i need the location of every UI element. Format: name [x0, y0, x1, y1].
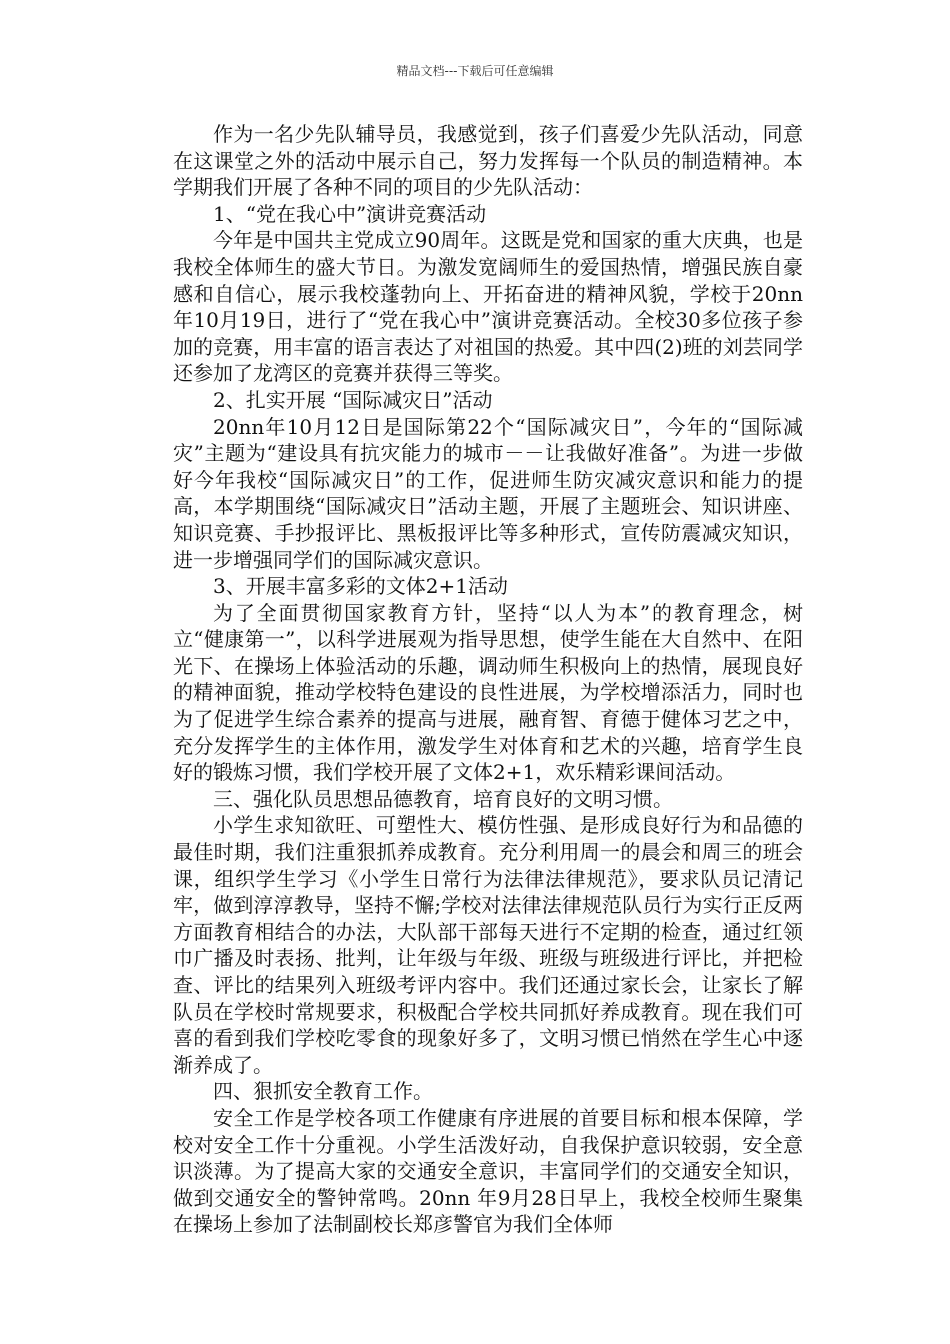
section-heading-1: 1、“党在我心中”演讲竞赛活动 — [213, 201, 487, 226]
paragraph-1: 今年是中国共主党成立90周年。这既是党和国家的重大庆典，也是我校全体师生的盛大节日。为激发宽阔师生的爱国热情，增强民族自豪感和自信心，展示我校蓬勃向上、开拓奋进的精神风貌，学校于20nn年10月19日，进行了“党在我心中”演讲竞赛活动。全校30多位孩子参加的竞赛，用丰富的语言表达了对祖国的热爱。其中四(2)班的刘芸同学还参加了龙湾区的竞赛并获得三等奖。 — [173, 228, 803, 386]
paragraph-5: 安全工作是学校各项工作健康有序进展的首要目标和根本保障，学校对安全工作十分重视。小学生活泼好动，自我保护意识较弱，安全意识淡薄。为了提高大家的交通安全意识，丰富同学们的交通安全知识，做到交通安全的警钟常鸣。20nn 年9月28日早上，我校全校师生聚集在操场上参加了法制副校长郑彦警官为我们全体师 — [173, 1105, 803, 1237]
section-heading-2: 2、扎实开展 “国际减灾日”活动 — [213, 387, 493, 412]
section-heading-5: 四、狠抓安全教育工作。 — [213, 1079, 433, 1104]
section-heading-4: 三、强化队员思想品德教育，培育良好的文明习惯。 — [213, 786, 673, 811]
document-body — [173, 121, 803, 1238]
paragraph-3: 为了全面贯彻国家教育方针，坚持“以人为本”的教育理念，树立“健康第一”，以科学进展观为指导思想，使学生能在大自然中、在阳光下、在操场上体验活动的乐趣，调动师生积极向上的热情，展现良好的精神面貌，推动学校特色建设的良性进展，为学校增添活力，同时也为了促进学生综合素养的提高与进展，融育智、育德于健体习艺之中，充分发挥学生的主体作用，激发学生对体育和艺术的兴趣，培育学生良好的锻炼习惯，我们学校开展了文体2+1，欢乐精彩课间活动。 — [173, 600, 803, 785]
section-heading-3: 3、开展丰富多彩的文体2+1活动 — [213, 574, 508, 599]
paragraph-4: 小学生求知欲旺、可塑性大、模仿性强、是形成良好行为和品德的最佳时期，我们注重狠抓养成教育。充分利用周一的晨会和周三的班会课，组织学生学习《小学生日常行为法律法律规范》，要求队员记清记牢，做到淳淳教导，坚持不懈;学校对法律法律规范队员行为实行正反两方面教育相结合的办法，大队部干部每天进行不定期的检查，通过红领巾广播及时表扬、批判，让年级与年级、班级与班级进行评比，并把检查、评比的结果列入班级考评内容中。我们还通过家长会，让家长了解队员在学校时常规要求，积极配合学校共同抓好养成教育。现在我们可喜的看到我们学校吃零食的现象好多了，文明习惯已悄然在学生心中逐渐养成了。 — [173, 813, 803, 1077]
paragraph-intro: 作为一名少先队辅导员，我感觉到，孩子们喜爱少先队活动，同意在这课堂之外的活动中展示自己，努力发挥每一个队员的制造精神。本学期我们开展了各种不同的项目的少先队活动： — [173, 122, 803, 200]
page-header: 精品文档---下载后可任意编辑 — [396, 64, 554, 78]
paragraph-2: 20nn年10月12日是国际第22个“国际减灾日”，今年的“国际减灾”主题为“建设具有抗灾能力的城市－－让我做好准备”。为进一步做好今年我校“国际减灾日”的工作，促进师生防灾减灾意识和能力的提高，本学期围绕“国际减灾日”活动主题，开展了主题班会、知识讲座、知识竞赛、手抄报评比、黑板报评比等多种形式，宣传防震减灾知识，进一步增强同学们的国际减灾意识。 — [173, 414, 803, 572]
